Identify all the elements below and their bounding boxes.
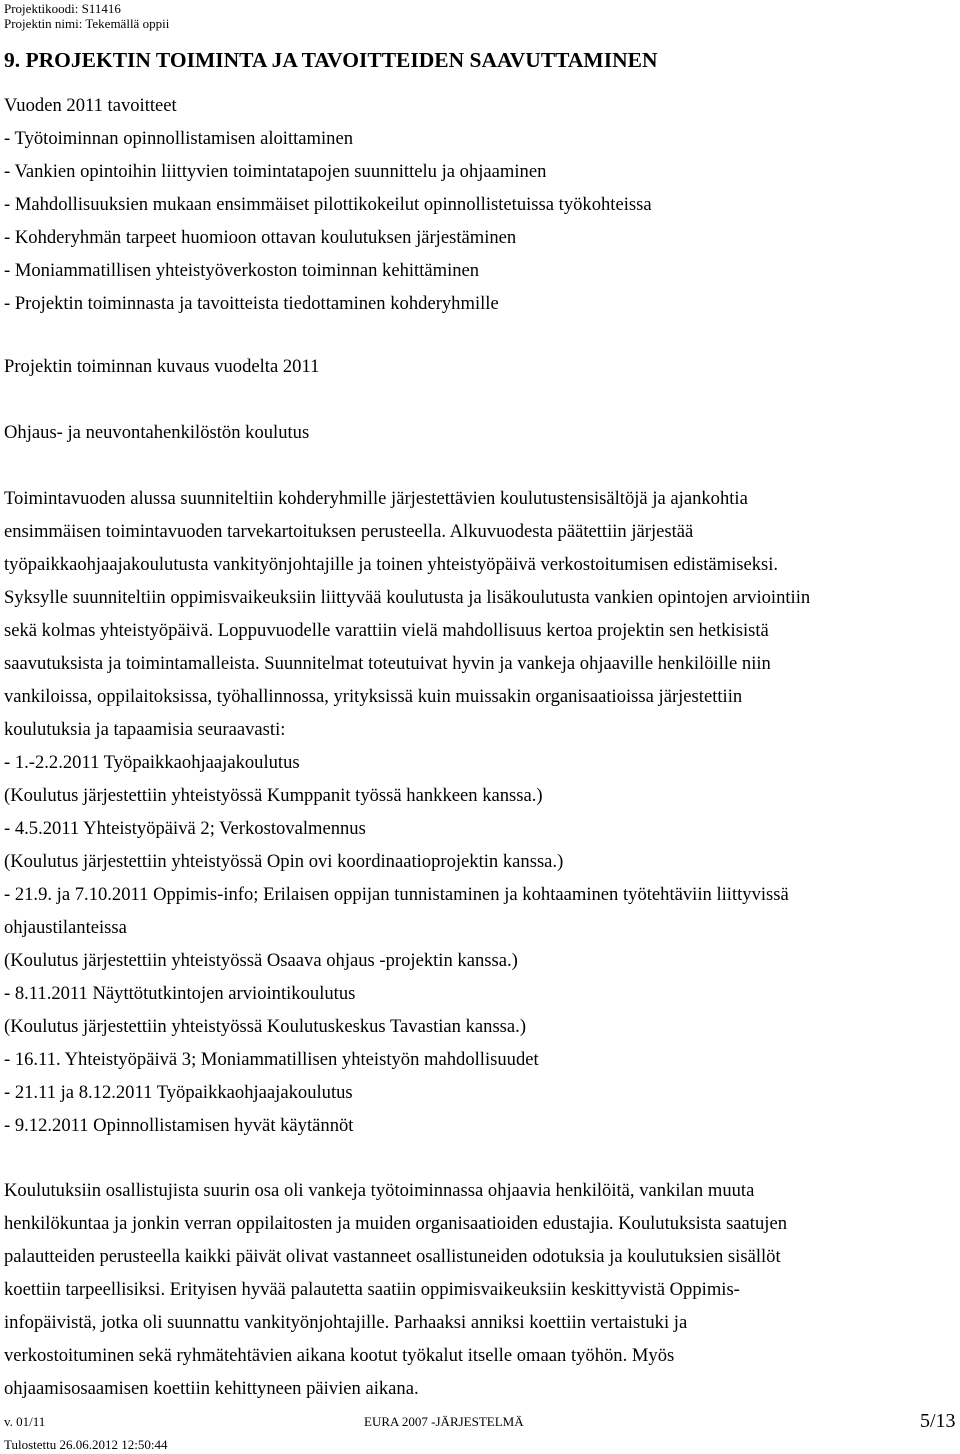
paragraph-line: infopäivistä, jotka oli suunnattu vankityönjohtajille. Parhaaksi anniksi koettiin vertaistuki ja [4,1312,688,1333]
goal-item: - Vankien opintoihin liittyvien toimintatapojen suunnittelu ja ohjaaminen [4,161,547,182]
event-item: - 9.12.2011 Opinnollistamisen hyvät käytännöt [4,1115,354,1136]
project-name: Projektin nimi: Tekemällä oppii [4,16,170,31]
footer-printed-date: Tulostettu 26.06.2012 12:50:44 [4,1437,168,1452]
paragraph-line: sekä kolmas yhteistyöpäivä. Loppuvuodelle varattiin vielä mahdollisuus kertoa projektin sen hetkisistä [4,620,769,641]
event-note: (Koulutus järjestettiin yhteistyössä Opin ovi koordinaatioprojektin kanssa.) [4,851,564,872]
project-code: Projektikoodi: S11416 [4,1,121,16]
event-item: - 21.9. ja 7.10.2011 Oppimis-info; Erilaisen oppijan tunnistaminen ja kohtaaminen työtehtäviin liittyvissä [4,884,789,905]
event-item: - 16.11. Yhteistyöpäivä 3; Moniammatillisen yhteistyön mahdollisuudet [4,1049,539,1070]
goal-item: - Kohderyhmän tarpeet huomioon ottavan koulutuksen järjestäminen [4,227,517,248]
section-heading: 9. PROJEKTIN TOIMINTA JA TAVOITTEIDEN SAAVUTTAMINEN [4,48,658,72]
event-note: (Koulutus järjestettiin yhteistyössä Kumppanit työssä hankkeen kanssa.) [4,785,543,806]
paragraph-line: verkostoituminen sekä ryhmätehtävien aikana kootut työkalut itselle omaan työhön. Myös [4,1345,675,1366]
paragraph-line: työpaikkaohjaajakoulutusta vankityönjohtajille ja toinen yhteistyöpäivä verkostoitumisen edistämiseksi. [4,554,779,575]
training-paragraph [4,482,960,1142]
paragraph-line: ensimmäisen toimintavuoden tarvekartoituksen perusteella. Alkuvuodesta päätettiin järjestää [4,521,694,542]
goal-item: - Projektin toiminnasta ja tavoitteista tiedottaminen kohderyhmille [4,293,499,314]
subsection-title: Ohjaus- ja neuvontahenkilöstön koulutus [4,422,310,443]
goals-title: Vuoden 2011 tavoitteet [4,95,177,116]
event-item: - 8.11.2011 Näyttötutkintojen arviointikoulutus [4,983,356,1004]
paragraph-line: Syksylle suunniteltiin oppimisvaikeuksiin liittyvää koulutusta ja lisäkoulutusta vankien opintojen arviointiin [4,587,811,608]
goals-list [4,89,960,320]
paragraph-line: henkilökuntaa ja jonkin verran oppilaitosten ja muiden organisaatioiden edustajia. Koulutuksista saatujen [4,1213,787,1234]
event-item: - 1.-2.2.2011 Työpaikkaohjaajakoulutus [4,752,300,773]
subsection-title-block [4,416,960,449]
event-item: - 4.5.2011 Yhteistyöpäivä 2; Verkostovalmennus [4,818,366,839]
goal-item: - Mahdollisuuksien mukaan ensimmäiset pilottikokeilut opinnollistetuissa työkohteissa [4,194,652,215]
paragraph-line: koettiin tarpeellisiksi. Erityisen hyvää palautetta saatiin oppimisvaikeuksiin keskittyvistä Oppimis- [4,1279,740,1300]
paragraph-line: Koulutuksiin osallistujista suurin osa oli vankeja työtoiminnassa ohjaavia henkilöitä, vankilan muuta [4,1180,755,1201]
description-title: Projektin toiminnan kuvaus vuodelta 2011 [4,356,320,377]
footer-system: EURA 2007 -JÄRJESTELMÄ [364,1414,524,1429]
event-note: (Koulutus järjestettiin yhteistyössä Osaava ohjaus -projektin kanssa.) [4,950,518,971]
goal-item: - Työtoiminnan opinnollistamisen aloittaminen [4,128,354,149]
footer-version: v. 01/11 [4,1414,46,1429]
feedback-paragraph [4,1174,960,1405]
paragraph-line: saavutuksista ja toimintamalleista. Suunnitelmat toteutuivat hyvin ja vankeja ohjaaville henkilöille niin [4,653,771,674]
paragraph-line: koulutuksia ja tapaamisia seuraavasti: [4,719,286,740]
description-title-block [4,350,960,383]
goal-item: - Moniammatillisen yhteistyöverkoston toiminnan kehittäminen [4,260,480,281]
event-note: (Koulutus järjestettiin yhteistyössä Koulutuskeskus Tavastian kanssa.) [4,1016,527,1037]
paragraph-line: vankiloissa, oppilaitoksissa, työhallinnossa, yrityksissä kuin muissakin organisaatioissa järjestettiin [4,686,743,707]
paragraph-line: Toimintavuoden alussa suunniteltiin kohderyhmille järjestettävien koulutustensisältöjä ja ajankohtia [4,488,748,509]
paragraph-line: palautteiden perusteella kaikki päivät olivat vastanneet osallistuneiden odotuksia ja koulutuksien sisällöt [4,1246,781,1267]
page-number: 5/13 [920,1410,956,1432]
event-item-continued: ohjaustilanteissa [4,917,127,938]
event-item: - 21.11 ja 8.12.2011 Työpaikkaohjaajakoulutus [4,1082,353,1103]
paragraph-line: ohjaamisosaamisen koettiin kehittyneen päivien aikana. [4,1378,419,1399]
